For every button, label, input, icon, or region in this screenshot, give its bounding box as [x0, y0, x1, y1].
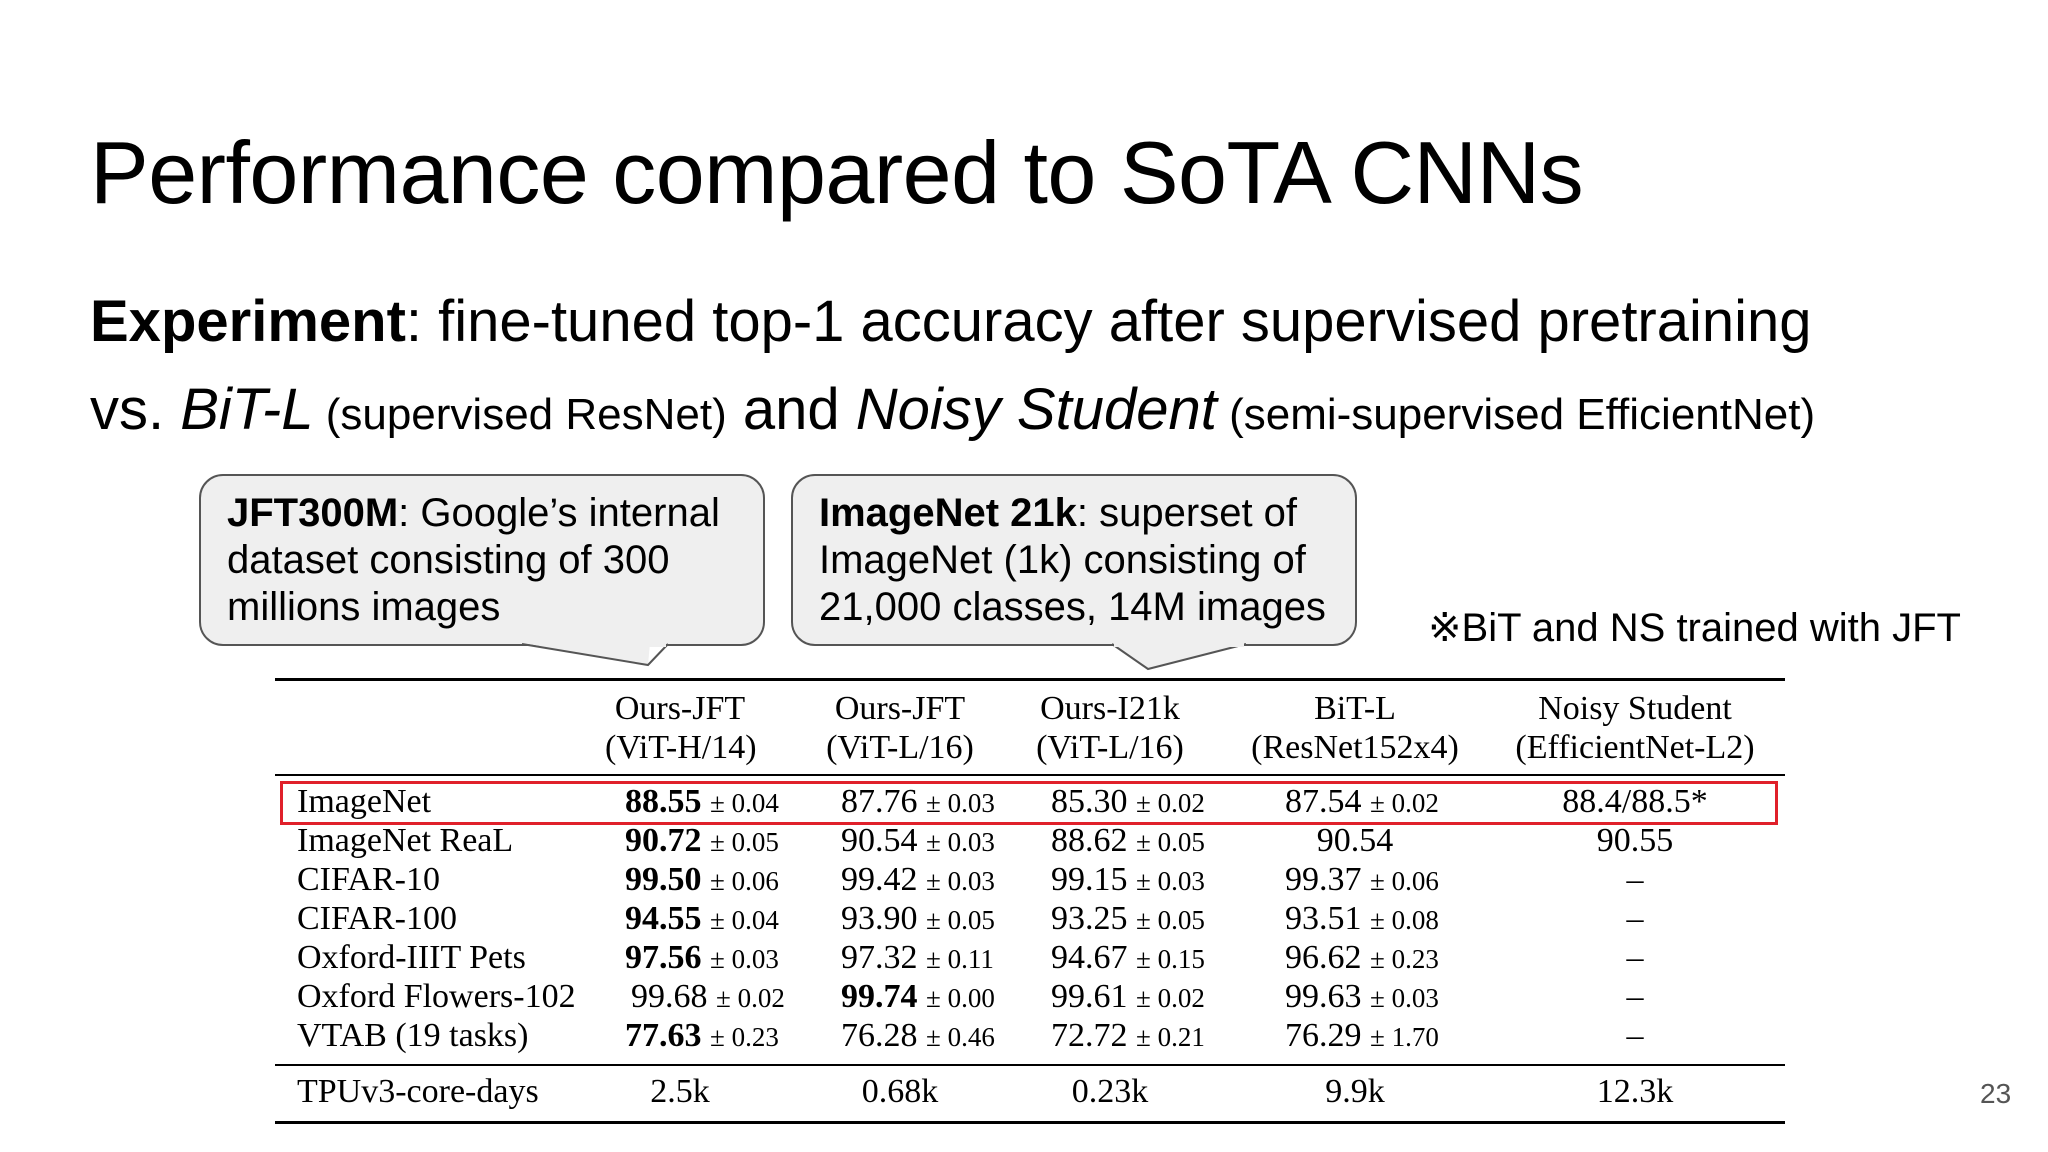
- jft-term: JFT300M: [227, 491, 399, 535]
- cell-imagenet-vit-l16-jft: 87.76 ± 0.03: [841, 783, 995, 820]
- header-vit-l16-jft: Ours-JFT (ViT-L/16): [826, 690, 974, 766]
- table-bottom-rule: [275, 1121, 1785, 1124]
- cell-imagenet-noisy-student: 88.4/88.5*: [1562, 783, 1708, 820]
- table-header-rule: [275, 774, 1785, 776]
- compute-vit-h14: 2.5k: [650, 1073, 710, 1110]
- jft-callout-tail: [520, 643, 670, 669]
- imagenet21k-callout: [791, 474, 1357, 646]
- cell-flowers-noisy-student: –: [1626, 978, 1644, 1015]
- cell-flowers-bit-l: 99.63 ± 0.03: [1285, 978, 1439, 1015]
- cell-cifar100-vit-l16-i21k: 93.25 ± 0.05: [1051, 900, 1205, 937]
- cell-vtab-vit-h14: 77.63 ± 0.23: [625, 1017, 779, 1054]
- cell-vtab-noisy-student: –: [1626, 1017, 1644, 1054]
- cell-pets-vit-l16-jft: 97.32 ± 0.11: [841, 939, 994, 976]
- cell-real-bit-l: 90.54: [1316, 822, 1394, 859]
- cell-imagenet-vit-h14: 88.55 ± 0.04: [625, 783, 779, 820]
- bitl-description: (supervised ResNet): [313, 390, 727, 439]
- imagenet21k-definition: : superset of: [1076, 491, 1298, 535]
- cell-flowers-vit-l16-jft: 99.74 ± 0.00: [841, 978, 995, 1015]
- slide-title: Performance compared to SoTA CNNs: [90, 123, 1584, 222]
- cell-cifar100-noisy-student: –: [1626, 900, 1644, 937]
- cell-pets-vit-l16-i21k: 94.67 ± 0.15: [1051, 939, 1205, 976]
- cell-cifar10-vit-l16-jft: 99.42 ± 0.03: [841, 861, 995, 898]
- cell-pets-noisy-student: –: [1626, 939, 1644, 976]
- cell-vtab-vit-l16-i21k: 72.72 ± 0.21: [1051, 1017, 1205, 1054]
- row-label-imagenet-real: ImageNet ReaL: [297, 822, 514, 859]
- compute-bit-l: 9.9k: [1325, 1073, 1385, 1110]
- header-bit-l: BiT-L (ResNet152x4): [1251, 690, 1459, 766]
- jft-callout-line-2: dataset consisting of 300: [227, 538, 670, 582]
- cell-real-vit-l16-i21k: 88.62 ± 0.05: [1051, 822, 1205, 859]
- header-vit-l16-i21k: Ours-I21k (ViT-L/16): [1036, 690, 1184, 766]
- imagenet21k-callout-tail: [1110, 643, 1250, 673]
- compute-vit-l16-jft: 0.68k: [861, 1073, 939, 1110]
- noisy-student-name: Noisy Student: [855, 377, 1217, 442]
- compute-vit-l16-i21k: 0.23k: [1071, 1073, 1149, 1110]
- cell-cifar10-vit-h14: 99.50 ± 0.06: [625, 861, 779, 898]
- vs-text: vs.: [90, 377, 181, 442]
- cell-pets-vit-h14: 97.56 ± 0.03: [625, 939, 779, 976]
- experiment-description: [90, 278, 1815, 459]
- cell-vtab-vit-l16-jft: 76.28 ± 0.46: [841, 1017, 995, 1054]
- table-compute-rule: [275, 1064, 1785, 1066]
- cell-cifar100-vit-l16-jft: 93.90 ± 0.05: [841, 900, 995, 937]
- and-text: and: [726, 377, 856, 442]
- page-number: 23: [1980, 1078, 2012, 1109]
- cell-flowers-vit-l16-i21k: 99.61 ± 0.02: [1051, 978, 1205, 1015]
- header-noisy-student: Noisy Student (EfficientNet-L2): [1515, 690, 1755, 766]
- cell-real-vit-l16-jft: 90.54 ± 0.03: [841, 822, 995, 859]
- imagenet21k-term: ImageNet 21k: [819, 491, 1077, 535]
- noisy-student-description: (semi-supervised EfficientNet): [1216, 390, 1816, 439]
- cell-cifar10-bit-l: 99.37 ± 0.06: [1285, 861, 1439, 898]
- experiment-text: : fine-tuned top-1 accuracy after supervised pretraining: [405, 289, 1812, 354]
- cell-pets-bit-l: 96.62 ± 0.23: [1285, 939, 1439, 976]
- jft-definition: : Google’s internal: [398, 491, 720, 535]
- header-vit-h14: Ours-JFT (ViT-H/14): [605, 690, 757, 766]
- jft-callout: [199, 474, 765, 646]
- cell-cifar100-vit-h14: 94.55 ± 0.04: [625, 900, 779, 937]
- cell-imagenet-bit-l: 87.54 ± 0.02: [1285, 783, 1439, 820]
- cell-cifar100-bit-l: 93.51 ± 0.08: [1285, 900, 1439, 937]
- cell-real-vit-h14: 90.72 ± 0.05: [625, 822, 779, 859]
- cell-vtab-bit-l: 76.29 ± 1.70: [1285, 1017, 1439, 1054]
- cell-cifar10-vit-l16-i21k: 99.15 ± 0.03: [1051, 861, 1205, 898]
- experiment-line-1: [90, 278, 1815, 366]
- row-label-cifar100: CIFAR-100: [297, 900, 457, 937]
- row-label-oxford-pets: Oxford-IIIT Pets: [297, 939, 526, 976]
- cell-flowers-vit-h14: 99.68 ± 0.02: [631, 978, 785, 1015]
- training-note: ※BiT and NS trained with JFT: [1428, 606, 1961, 650]
- row-label-oxford-flowers: Oxford Flowers-102: [297, 978, 576, 1015]
- row-label-tpu-core-days: TPUv3-core-days: [297, 1073, 539, 1110]
- row-label-vtab: VTAB (19 tasks): [297, 1017, 529, 1054]
- compute-noisy-student: 12.3k: [1596, 1073, 1674, 1110]
- jft-callout-line-3: millions images: [227, 585, 501, 629]
- row-label-cifar10: CIFAR-10: [297, 861, 440, 898]
- experiment-line-2: [90, 366, 1815, 459]
- row-label-imagenet: ImageNet: [297, 783, 432, 820]
- cell-cifar10-noisy-student: –: [1626, 861, 1644, 898]
- cell-imagenet-vit-l16-i21k: 85.30 ± 0.02: [1051, 783, 1205, 820]
- cell-real-noisy-student: 90.55: [1596, 822, 1674, 859]
- imagenet21k-callout-line-2: ImageNet (1k) consisting of: [819, 538, 1306, 582]
- imagenet21k-callout-line-3: 21,000 classes, 14M images: [819, 585, 1326, 629]
- imagenet21k-callout-line-1: [819, 490, 1355, 537]
- experiment-label: Experiment: [90, 289, 406, 354]
- bitl-name: BiT-L: [180, 377, 314, 442]
- table-top-rule: [275, 678, 1785, 681]
- jft-callout-line-1: [227, 490, 763, 537]
